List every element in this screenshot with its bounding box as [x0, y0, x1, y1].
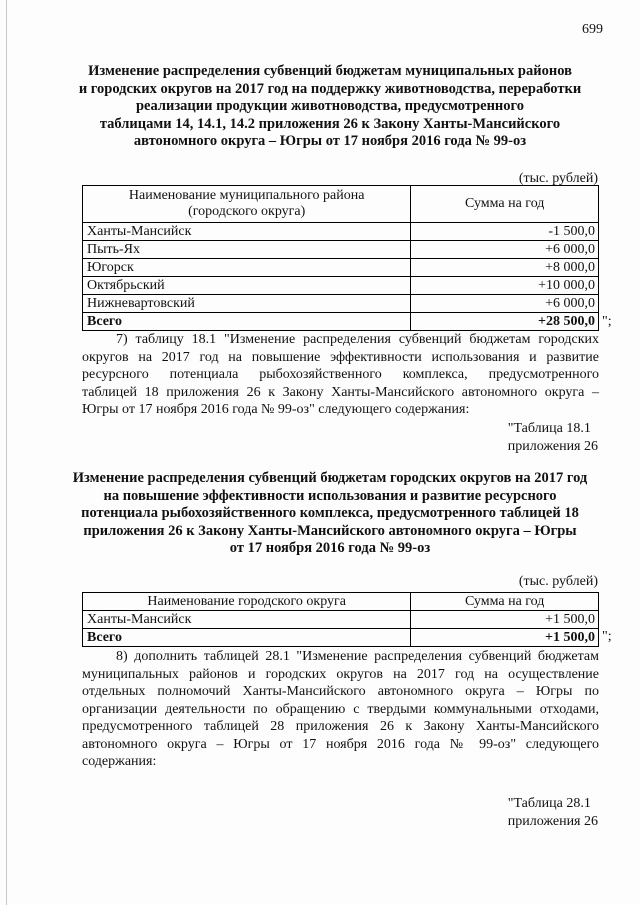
district-cell: Ханты-Мансийск — [83, 611, 411, 629]
total-label: Всего — [83, 313, 411, 331]
amount-cell: +10 000,0 — [411, 277, 599, 295]
scan-edge-line — [6, 0, 7, 905]
column-header-name: Наименование городского округа — [83, 593, 411, 611]
heading-line: Изменение распределения субвенций бюджетам городских округов на 2017 год — [72, 470, 588, 486]
amount-cell: +6 000,0 — [411, 241, 599, 259]
table-row — [83, 241, 599, 259]
paragraph-line: отдельных полномочий Ханты-Мансийского автономного округа – Югры по — [82, 684, 599, 699]
units-label: (тыс. рублей) — [518, 574, 598, 589]
section-2-heading — [60, 470, 600, 558]
total-amount: +1 500,0 — [411, 629, 599, 647]
total-amount: +28 500,0 — [411, 313, 599, 331]
table-reference — [508, 795, 598, 830]
paragraph-line: Югры от 17 ноября 2016 года № 99-оз" следующего содержания: — [82, 402, 470, 417]
paragraph-line: муниципальных районов и городских округов на 2017 год на осуществление — [82, 666, 599, 682]
total-label: Всего — [83, 629, 411, 647]
paragraph-item-7 — [82, 331, 599, 419]
amount-cell: +8 000,0 — [411, 259, 599, 277]
units-label: (тыс. рублей) — [518, 171, 598, 186]
table-ref-line: "Таблица 28.1 — [507, 796, 591, 811]
amount-cell: -1 500,0 — [411, 223, 599, 241]
page-number: 699 — [582, 22, 603, 37]
heading-line: автономного округа – Югры от 17 ноября 2016 года № 99-оз — [133, 133, 527, 149]
paragraph-line: 8) дополнить таблицей 28.1 "Изменение распределения субвенций бюджетам — [116, 649, 599, 664]
table-header-row — [83, 593, 599, 611]
heading-line: реализации продукции животноводства, предусмотренного — [135, 98, 525, 114]
paragraph-line: 7) таблицу 18.1 "Изменение распределения субвенций бюджетам городских — [116, 332, 599, 347]
paragraph-line: ресурсного потенциала рыбохозяйственного комплекса, предусмотренного — [82, 367, 599, 382]
table-row — [83, 295, 599, 313]
table-total-row — [83, 313, 599, 331]
table-ref-line: приложения 26 — [507, 438, 598, 454]
district-cell: Октябрьский — [83, 277, 411, 295]
paragraph-line: содержания: — [82, 754, 157, 769]
table-ref-line: приложения 26 — [507, 813, 598, 829]
table-row — [83, 611, 599, 629]
amount-cell: +6 000,0 — [411, 295, 599, 313]
district-cell: Нижневартовский — [83, 295, 411, 313]
paragraph-line: предусмотренного таблицей 28 приложения 26 к Закону Ханты-Мансийского — [82, 719, 599, 734]
table-header-row — [83, 186, 599, 223]
column-header-sum: Сумма на год — [411, 593, 599, 611]
subvention-table-2 — [82, 592, 599, 647]
heading-line: приложения 26 к Закону Ханты-Мансийского автономного округа – Югры — [83, 522, 577, 539]
column-header-sum: Сумма на год — [411, 186, 599, 223]
heading-line: потенциала рыбохозяйственного комплекса, предусмотренного таблицей 18 — [81, 505, 579, 521]
section-1-heading — [60, 63, 600, 151]
district-cell: Ханты-Мансийск — [83, 223, 411, 241]
table-row — [83, 277, 599, 295]
amount-cell: +1 500,0 — [411, 611, 599, 629]
paragraph-line: автономного округа – Югры от 17 ноября 2016 года № 99-оз" следующего — [82, 736, 599, 752]
table-reference — [508, 420, 598, 455]
district-cell: Пыть-Ях — [83, 241, 411, 259]
heading-line: от 17 ноября 2016 года № 99-оз — [229, 540, 431, 556]
heading-line: и городских округов на 2017 год на поддержку животноводства, переработки — [78, 80, 582, 97]
district-cell: Югорск — [83, 259, 411, 277]
column-header-name: Наименование муниципального района (городского округа) — [83, 186, 411, 223]
subvention-table-1 — [82, 185, 599, 331]
closing-quote: "; — [602, 314, 612, 329]
heading-line: на повышение эффективности использования и развитие ресурсного — [103, 487, 557, 504]
table-ref-line: "Таблица 18.1 — [507, 421, 591, 436]
paragraph-item-8 — [82, 648, 599, 771]
paragraph-line: таблицей 18 приложения 26 к Закону Ханты-Мансийского автономного округа – — [82, 384, 599, 400]
table-row — [83, 259, 599, 277]
paragraph-line: организации деятельности по обращению с твердыми коммунальными отходами, — [82, 701, 599, 717]
table-total-row — [83, 629, 599, 647]
paragraph-line: округов на 2017 год на повышение эффективности использования и развитие — [82, 349, 599, 365]
heading-line: Изменение распределения субвенций бюджетам муниципальных районов — [88, 63, 572, 79]
table-row — [83, 223, 599, 241]
closing-quote: "; — [602, 629, 612, 644]
heading-line: таблицами 14, 14.1, 14.2 приложения 26 к Закону Ханты-Мансийского — [99, 115, 561, 132]
